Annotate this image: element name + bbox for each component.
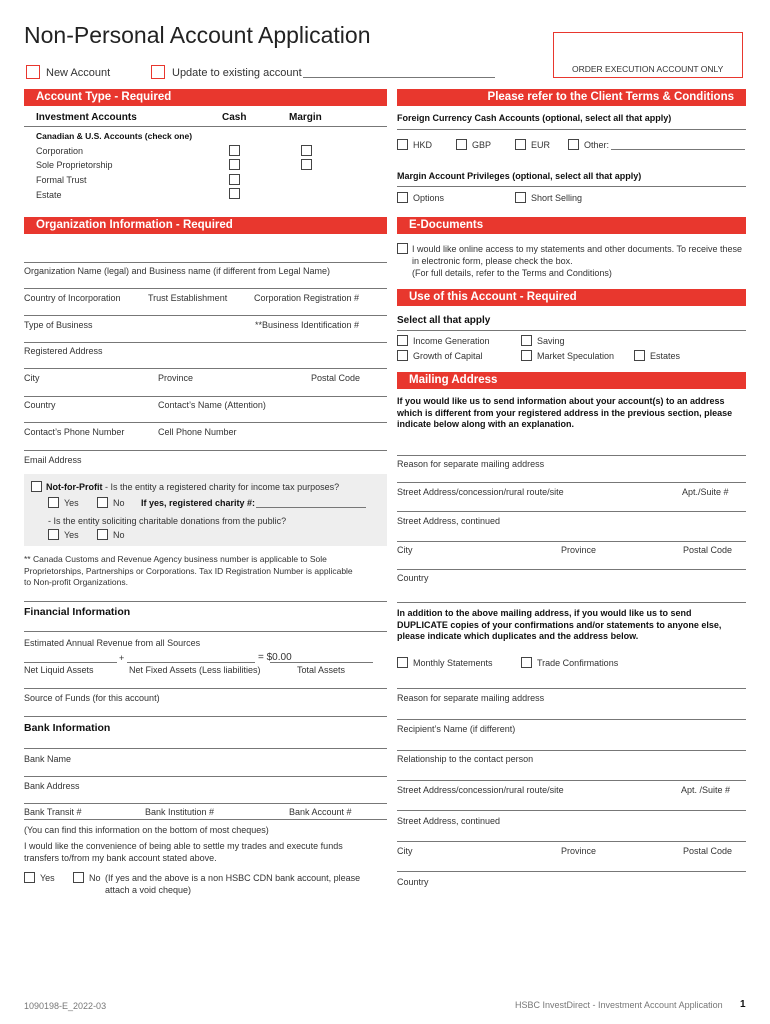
margin-corporation-checkbox[interactable] bbox=[301, 145, 312, 156]
fx-title: Foreign Currency Cash Accounts (optional, select all that apply) bbox=[397, 113, 672, 123]
footnote: ** Canada Customs and Revenue Agency business number is applicable to Sole Proprietorships, Partnerships or Corporations. Tax ID Registration Number is applicable to Non-profit Organizations. bbox=[24, 554, 353, 587]
contact-name-label: Contact’s Name (Attention) bbox=[158, 400, 266, 410]
bank-no-label: No bbox=[89, 873, 101, 883]
account-type-bar: Account Type - Required bbox=[24, 89, 387, 106]
corp-reg-label: Corporation Registration # bbox=[254, 293, 360, 303]
saving-checkbox[interactable] bbox=[521, 335, 532, 346]
hkd-checkbox[interactable] bbox=[397, 139, 408, 150]
dup-street-label: Street Address/concession/rural route/site bbox=[397, 785, 564, 795]
trade-confirmations-label: Trade Confirmations bbox=[537, 658, 619, 668]
order-execution-label: ORDER EXECUTION ACCOUNT ONLY bbox=[572, 64, 724, 74]
edocs-text2: (For full details, refer to the Terms and Conditions) bbox=[412, 268, 612, 278]
bank-yes-label: Yes bbox=[40, 873, 55, 883]
reg-charity-field[interactable] bbox=[256, 507, 366, 508]
dup-reason-label: Reason for separate mailing address bbox=[397, 693, 545, 703]
soliciting-no-label: No bbox=[113, 530, 125, 540]
cash-estate-checkbox[interactable] bbox=[229, 188, 240, 199]
nfp-checkbox[interactable] bbox=[31, 481, 42, 492]
mailing-bar: Mailing Address bbox=[397, 372, 746, 389]
new-account-checkbox[interactable] bbox=[26, 65, 40, 79]
options-checkbox[interactable] bbox=[397, 192, 408, 203]
net-fixed-field[interactable] bbox=[127, 662, 255, 663]
bank-yes-checkbox[interactable] bbox=[24, 872, 35, 883]
nfp-no-checkbox[interactable] bbox=[97, 497, 108, 508]
bank-institution-label: Bank Institution # bbox=[145, 807, 215, 817]
soliciting-question: - Is the entity soliciting charitable donations from the public? bbox=[48, 516, 287, 526]
bank-no-checkbox[interactable] bbox=[73, 872, 84, 883]
income-generation-label: Income Generation bbox=[413, 336, 490, 346]
use-account-bar: Use of this Account - Required bbox=[397, 289, 746, 306]
org-name-label: Organization Name (legal) and Business name (if different from Legal Name) bbox=[24, 266, 330, 276]
eur-checkbox[interactable] bbox=[515, 139, 526, 150]
soliciting-no-checkbox[interactable] bbox=[97, 529, 108, 540]
canadian-us-label: Canadian & U.S. Accounts (check one) bbox=[36, 131, 193, 141]
cell-phone-label: Cell Phone Number bbox=[158, 427, 237, 437]
equals-total: = $0.00 bbox=[258, 652, 292, 663]
org-info-bar: Organization Information - Required bbox=[24, 217, 387, 234]
revenue-label: Estimated Annual Revenue from all Sources bbox=[24, 638, 201, 648]
dup-apt-label: Apt. /Suite # bbox=[681, 785, 731, 795]
growth-capital-label: Growth of Capital bbox=[413, 351, 483, 361]
select-all-label: Select all that apply bbox=[397, 315, 491, 326]
recipient-label: Recipient’s Name (if different) bbox=[397, 724, 516, 734]
mail-street-label: Street Address/concession/rural route/site bbox=[397, 487, 564, 497]
total-assets-field[interactable] bbox=[270, 662, 373, 663]
bank-account-label: Bank Account # bbox=[289, 807, 352, 817]
bank-name-label: Bank Name bbox=[24, 754, 72, 764]
bank-note: (You can find this information on the bottom of most cheques) bbox=[24, 825, 269, 835]
dup-country-label: Country bbox=[397, 877, 429, 887]
monthly-statements-checkbox[interactable] bbox=[397, 657, 408, 668]
gbp-checkbox[interactable] bbox=[456, 139, 467, 150]
email-label: Email Address bbox=[24, 455, 82, 465]
duplicate-intro: In addition to the above mailing address, if you would like us to send DUPLICATE copies of your confirmations and/or statements to anyone else, please indicate which duplicates and the address below. bbox=[397, 608, 722, 641]
estates-label: Estates bbox=[650, 351, 681, 361]
market-speculation-label: Market Speculation bbox=[537, 351, 615, 361]
income-generation-checkbox[interactable] bbox=[397, 335, 408, 346]
options-label: Options bbox=[413, 193, 445, 203]
financial-title: Financial Information bbox=[24, 606, 131, 618]
nfp-yes-checkbox[interactable] bbox=[48, 497, 59, 508]
soliciting-yes-checkbox[interactable] bbox=[48, 529, 59, 540]
client-terms-bar: Please refer to the Client Terms & Conditions bbox=[397, 89, 746, 106]
footer-brand: HSBC InvestDirect - Investment Account Application bbox=[515, 1000, 723, 1010]
soliciting-yes-label: Yes bbox=[64, 530, 79, 540]
hkd-label: HKD bbox=[413, 140, 433, 150]
margin-sole-prop-checkbox[interactable] bbox=[301, 159, 312, 170]
margin-priv-title: Margin Account Privileges (optional, select all that apply) bbox=[397, 171, 642, 181]
mail-province-label: Province bbox=[561, 545, 597, 555]
order-execution-box bbox=[553, 32, 743, 78]
bank-address-label: Bank Address bbox=[24, 781, 80, 791]
short-selling-checkbox[interactable] bbox=[515, 192, 526, 203]
type-formal-trust: Formal Trust bbox=[36, 175, 87, 185]
dup-province-label: Province bbox=[561, 846, 597, 856]
page-title: Non-Personal Account Application bbox=[24, 22, 371, 48]
net-liquid-label: Net Liquid Assets bbox=[24, 665, 94, 675]
update-account-label: Update to existing account bbox=[172, 67, 302, 79]
update-account-checkbox[interactable] bbox=[151, 65, 165, 79]
mail-postal-label: Postal Code bbox=[683, 545, 733, 555]
city-label: City bbox=[24, 373, 40, 383]
mail-reason-label: Reason for separate mailing address bbox=[397, 459, 545, 469]
monthly-statements-label: Monthly Statements bbox=[413, 658, 493, 668]
country-label: Country bbox=[24, 400, 56, 410]
estates-checkbox[interactable] bbox=[634, 350, 645, 361]
other-currency-label: Other: bbox=[584, 140, 610, 150]
mailing-intro: If you would like us to send information about your account(s) to an address which is different from your registered address in the previous section, please indicate below along with an explanation. bbox=[397, 396, 733, 429]
nfp-question: Not-for-Profit - Is the entity a registered charity for income tax purposes? bbox=[46, 482, 340, 492]
contact-phone-label: Contact’s Phone Number bbox=[24, 427, 125, 437]
cash-header: Cash bbox=[222, 112, 247, 123]
postal-code-label: Postal Code bbox=[311, 373, 361, 383]
reg-charity-label: If yes, registered charity #: bbox=[141, 498, 256, 508]
bank-no-text: (If yes and the above is a non HSBC CDN bank account, please attach a void cheque) bbox=[105, 873, 361, 895]
footer-page: 1 bbox=[740, 999, 746, 1010]
registered-address-label: Registered Address bbox=[24, 346, 103, 356]
other-currency-field[interactable] bbox=[611, 149, 745, 150]
footer-code: 1090198-E_2022-03 bbox=[24, 1001, 107, 1011]
eur-label: EUR bbox=[531, 140, 551, 150]
dup-street-cont-label: Street Address, continued bbox=[397, 816, 501, 826]
investment-accounts-label: Investment Accounts bbox=[36, 112, 137, 123]
trust-est-label: Trust Establishment bbox=[148, 293, 228, 303]
source-funds-label: Source of Funds (for this account) bbox=[24, 693, 160, 703]
mail-country-label: Country bbox=[397, 573, 429, 583]
business-id-label: **Business Identification # bbox=[255, 320, 360, 330]
bank-convenience: I would like the convenience of being able to settle my trades and execute funds transfers to/from my bank account stated above. bbox=[24, 841, 343, 863]
type-corporation: Corporation bbox=[36, 146, 84, 156]
edocs-bar: E-Documents bbox=[397, 217, 746, 234]
bank-transit-label: Bank Transit # bbox=[24, 807, 82, 817]
net-liquid-field[interactable] bbox=[24, 662, 117, 663]
dup-postal-label: Postal Code bbox=[683, 846, 733, 856]
other-currency-checkbox[interactable] bbox=[568, 139, 579, 150]
new-account-label: New Account bbox=[46, 67, 111, 79]
nfp-yes-label: Yes bbox=[64, 498, 79, 508]
cash-sole-prop-checkbox[interactable] bbox=[229, 159, 240, 170]
mail-apt-label: Apt./Suite # bbox=[682, 487, 729, 497]
margin-header: Margin bbox=[289, 112, 322, 123]
country-incorp-label: Country of Incorporation bbox=[24, 293, 121, 303]
growth-capital-checkbox[interactable] bbox=[397, 350, 408, 361]
relationship-label: Relationship to the contact person bbox=[397, 754, 534, 764]
cash-formal-trust-checkbox[interactable] bbox=[229, 174, 240, 185]
mail-street-cont-label: Street Address, continued bbox=[397, 516, 501, 526]
type-sole-prop: Sole Proprietorship bbox=[36, 160, 113, 170]
cash-corporation-checkbox[interactable] bbox=[229, 145, 240, 156]
edocs-text: I would like online access to my statements and other documents. To receive these in electronic form, please check the box. bbox=[412, 244, 743, 266]
nfp-no-label: No bbox=[113, 498, 125, 508]
type-estate: Estate bbox=[36, 190, 62, 200]
market-speculation-checkbox[interactable] bbox=[521, 350, 532, 361]
type-business-label: Type of Business bbox=[24, 320, 93, 330]
saving-label: Saving bbox=[537, 336, 565, 346]
bank-title: Bank Information bbox=[24, 722, 111, 734]
mail-city-label: City bbox=[397, 545, 413, 555]
plus-sign: + bbox=[119, 653, 125, 663]
total-assets-label: Total Assets bbox=[297, 665, 346, 675]
short-selling-label: Short Selling bbox=[531, 193, 583, 203]
province-label: Province bbox=[158, 373, 194, 383]
dup-city-label: City bbox=[397, 846, 413, 856]
gbp-label: GBP bbox=[472, 140, 492, 150]
edocs-checkbox[interactable] bbox=[397, 243, 408, 254]
trade-confirmations-checkbox[interactable] bbox=[521, 657, 532, 668]
update-account-field[interactable] bbox=[303, 77, 495, 78]
net-fixed-label: Net Fixed Assets (Less liabilities) bbox=[129, 665, 261, 675]
